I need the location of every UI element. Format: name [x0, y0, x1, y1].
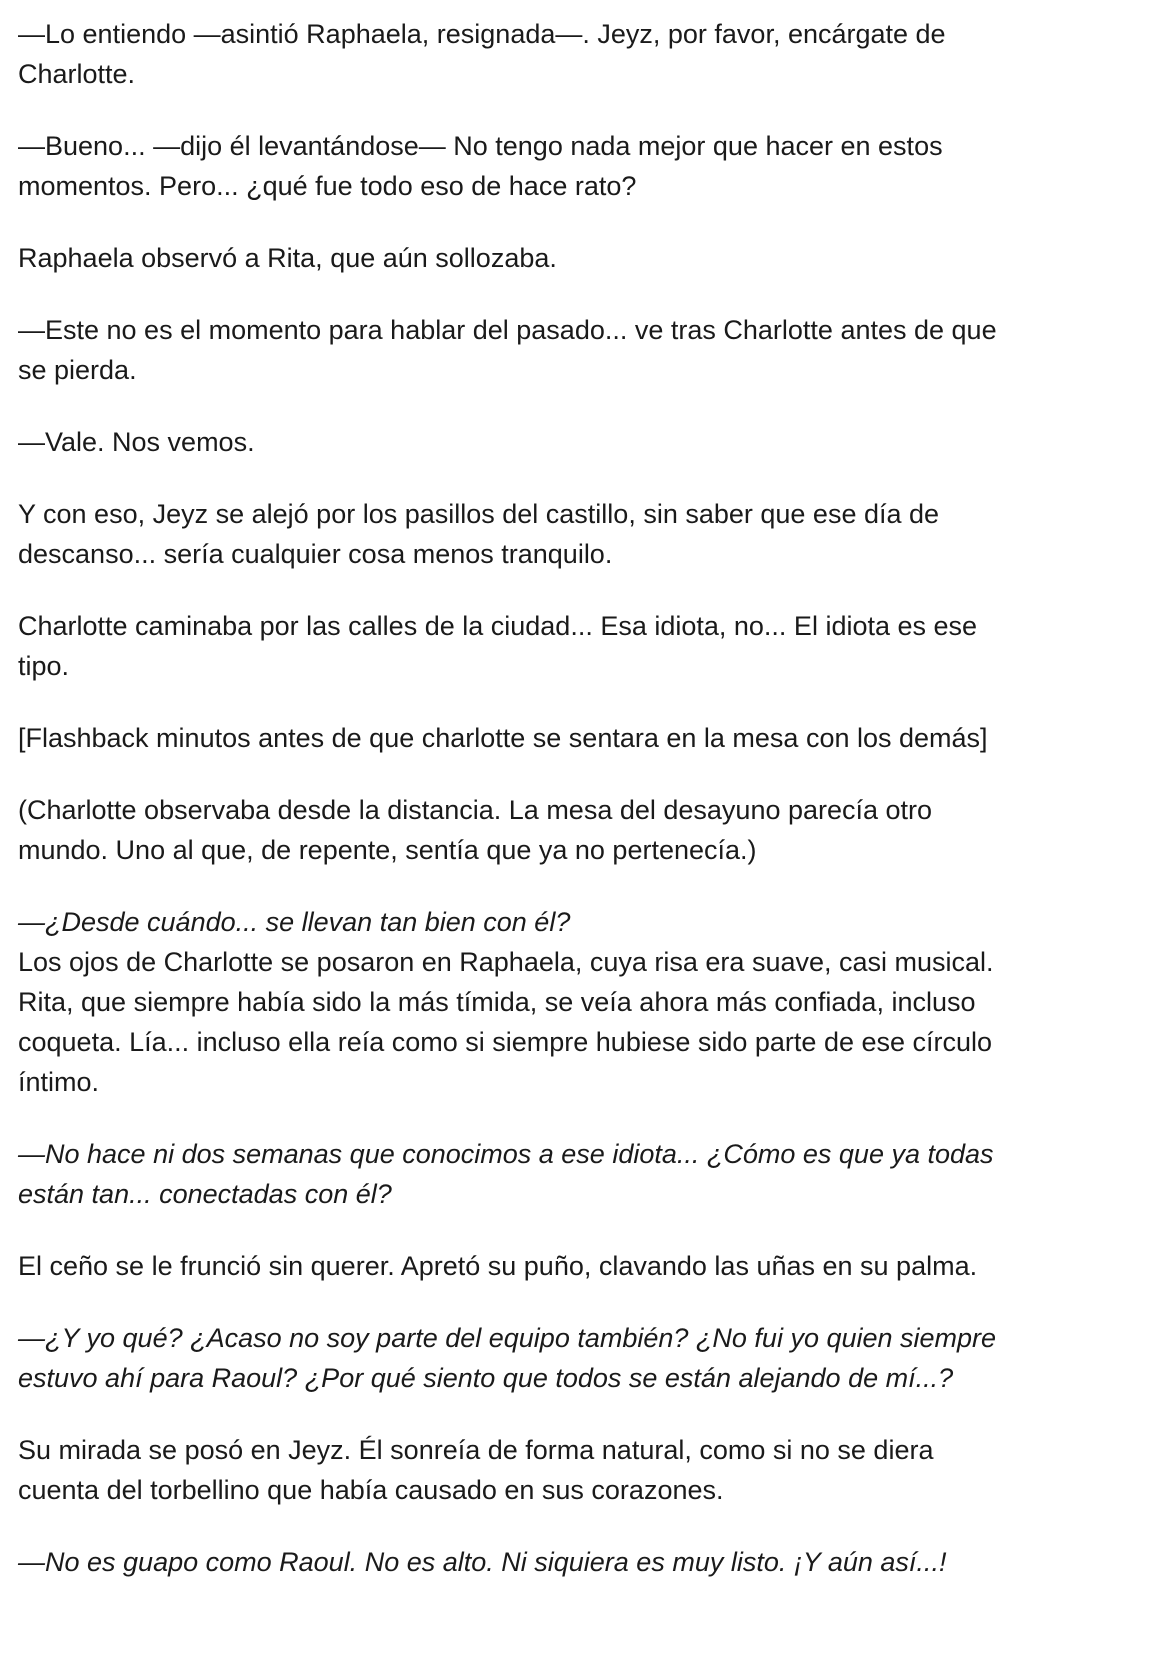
text-line: Charlotte.: [18, 59, 136, 89]
italic-dialogue: [18, 1134, 1149, 1214]
text-line: —¿Desde cuándo... se llevan tan bien con él?: [18, 907, 571, 937]
text-line: Rita, que siempre había sido la más tímida, se veía ahora más confiada, incluso: [18, 987, 976, 1017]
paragraph: [18, 126, 1149, 206]
paragraph: [18, 1246, 1149, 1286]
paragraph: [18, 494, 1149, 574]
paragraph: [18, 310, 1149, 390]
italic-dialogue: [18, 1318, 1149, 1398]
text-line: momentos. Pero... ¿qué fue todo eso de hace rato?: [18, 171, 637, 201]
paragraph: [18, 422, 1149, 462]
text-line: Los ojos de Charlotte se posaron en Raphaela, cuya risa era suave, casi musical.: [18, 947, 994, 977]
text-line: El ceño se le frunció sin querer. Apretó su puño, clavando las uñas en su palma.: [18, 1251, 978, 1281]
text-line: —Lo entiendo —asintió Raphaela, resignada—. Jeyz, por favor, encárgate de: [18, 19, 946, 49]
paragraph: [18, 1430, 1149, 1510]
text-line: —No hace ni dos semanas que conocimos a ese idiota... ¿Cómo es que ya todas: [18, 1139, 994, 1169]
text-line: Su mirada se posó en Jeyz. Él sonreía de forma natural, como si no se diera: [18, 1435, 934, 1465]
text-line: mundo. Uno al que, de repente, sentía que ya no pertenecía.): [18, 835, 757, 865]
text-line: cuenta del torbellino que había causado en sus corazones.: [18, 1475, 724, 1505]
text-line: Charlotte caminaba por las calles de la ciudad... Esa idiota, no... El idiota es ese: [18, 611, 978, 641]
text-line: están tan... conectadas con él?: [18, 1179, 392, 1209]
text-line: estuvo ahí para Raoul? ¿Por qué siento que todos se están alejando de mí...?: [18, 1363, 954, 1393]
italic-dialogue: [18, 1542, 1149, 1582]
text-line: —¿Y yo qué? ¿Acaso no soy parte del equipo también? ¿No fui yo quien siempre: [18, 1323, 997, 1353]
text-line: —Vale. Nos vemos.: [18, 427, 255, 457]
text-line: tipo.: [18, 651, 70, 681]
text-line: íntimo.: [18, 1067, 100, 1097]
text-line: Y con eso, Jeyz se alejó por los pasillos del castillo, sin saber que ese día de: [18, 499, 940, 529]
paragraph: [18, 606, 1149, 686]
text-line: (Charlotte observaba desde la distancia. La mesa del desayuno parecía otro: [18, 795, 933, 825]
text-line: —Bueno... —dijo él levantándose— No tengo nada mejor que hacer en estos: [18, 131, 943, 161]
text-line: [Flashback minutos antes de que charlotte se sentara en la mesa con los demás]: [18, 723, 988, 753]
paragraph: [18, 238, 1149, 278]
text-line: Raphaela observó a Rita, que aún sollozaba.: [18, 243, 557, 273]
text-line: coqueta. Lía... incluso ella reía como si siempre hubiese sido parte de ese círculo: [18, 1027, 993, 1057]
text-line: —Este no es el momento para hablar del pasado... ve tras Charlotte antes de que: [18, 315, 997, 345]
text-line: descanso... sería cualquier cosa menos tranquilo.: [18, 539, 613, 569]
paragraph: [18, 718, 1149, 758]
paragraph: [18, 790, 1149, 870]
paragraph: [18, 14, 1149, 94]
text-line: —No es guapo como Raoul. No es alto. Ni siquiera es muy listo. ¡Y aún así...!: [18, 1547, 947, 1577]
italic-dialogue: [18, 902, 1149, 942]
text-line: se pierda.: [18, 355, 137, 385]
paragraph: [18, 942, 1149, 1102]
